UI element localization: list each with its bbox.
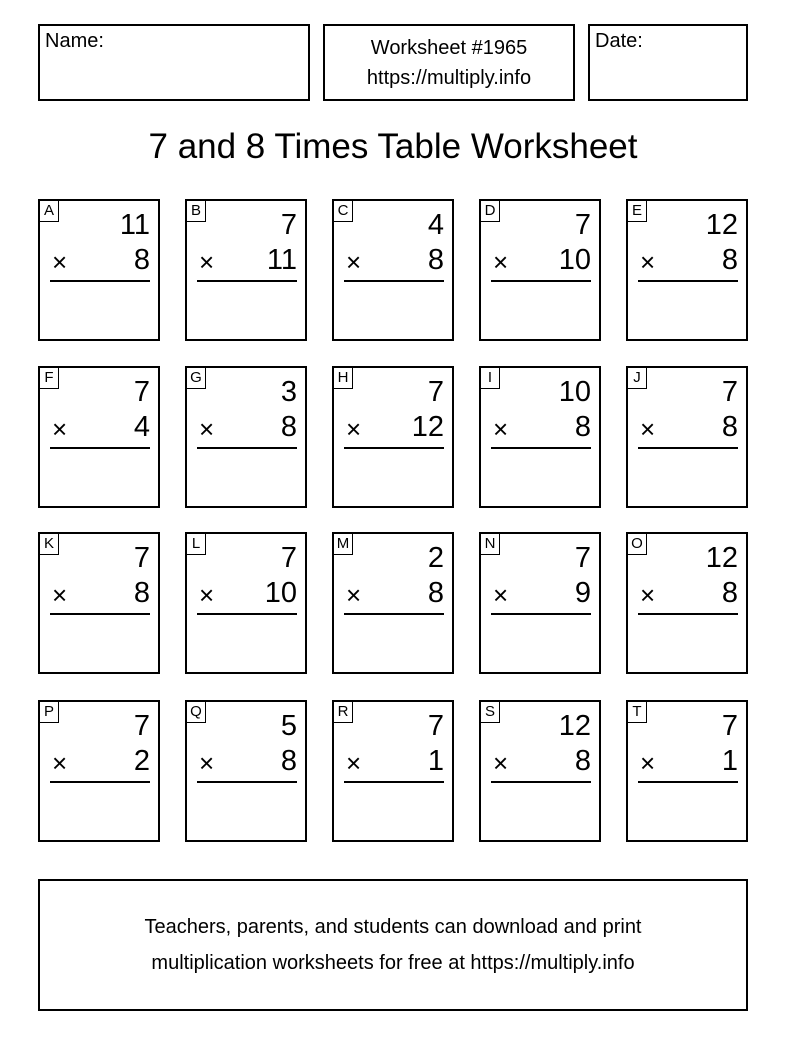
multiplier: 8 (427, 577, 444, 609)
answer-line (50, 447, 150, 449)
multiplicand: 7 (721, 376, 738, 408)
multiplier: 11 (266, 244, 297, 276)
multiplicand: 10 (558, 376, 591, 408)
times-sign: × (346, 414, 362, 444)
times-sign: × (199, 247, 215, 277)
multiplier: 1 (721, 745, 738, 777)
problem-letter: R (334, 702, 353, 723)
problem-letter: P (40, 702, 59, 723)
answer-line (491, 280, 591, 282)
multiplicand: 12 (558, 710, 591, 742)
problem-card[interactable] (185, 199, 307, 341)
answer-line (197, 613, 297, 615)
multiplier: 8 (133, 244, 150, 276)
answer-line (344, 781, 444, 783)
answer-line (344, 280, 444, 282)
times-sign: × (640, 414, 656, 444)
date-label: Date: (595, 30, 643, 52)
footer-line-1: Teachers, parents, and students can download and print (144, 916, 642, 938)
times-sign: × (346, 580, 362, 610)
answer-line (50, 280, 150, 282)
answer-line (344, 447, 444, 449)
times-sign: × (52, 247, 68, 277)
multiplier: 9 (574, 577, 591, 609)
times-sign: × (640, 748, 656, 778)
multiplicand: 7 (574, 542, 591, 574)
answer-line (197, 447, 297, 449)
problem-card[interactable] (332, 532, 454, 674)
problem-card[interactable] (332, 700, 454, 842)
times-sign: × (640, 580, 656, 610)
worksheet-info-box (323, 24, 575, 101)
multiplicand: 11 (119, 209, 150, 241)
problem-letter: G (187, 368, 206, 389)
worksheet-url: https://multiply.info (366, 67, 532, 89)
problem-letter: N (481, 534, 500, 555)
multiplicand: 12 (705, 542, 738, 574)
problem-card[interactable] (185, 700, 307, 842)
multiplicand: 7 (280, 209, 297, 241)
times-sign: × (199, 748, 215, 778)
problem-letter: F (40, 368, 59, 389)
answer-line (50, 781, 150, 783)
problem-card[interactable] (185, 532, 307, 674)
problem-card[interactable] (626, 199, 748, 341)
problem-letter: I (481, 368, 500, 389)
multiplicand: 2 (427, 542, 444, 574)
multiplier: 8 (280, 745, 297, 777)
page-title: 7 and 8 Times Table Worksheet (148, 127, 638, 166)
problem-letter: Q (187, 702, 206, 723)
name-label: Name: (45, 30, 104, 52)
answer-line (197, 280, 297, 282)
problem-letter: K (40, 534, 59, 555)
answer-line (491, 781, 591, 783)
answer-line (50, 613, 150, 615)
problem-letter: O (628, 534, 647, 555)
problem-letter: L (187, 534, 206, 555)
answer-line (197, 781, 297, 783)
answer-line (638, 781, 738, 783)
problem-letter: H (334, 368, 353, 389)
problem-letter: E (628, 201, 647, 222)
multiplicand: 7 (427, 710, 444, 742)
date-field-box[interactable] (588, 24, 748, 101)
problem-card[interactable] (626, 366, 748, 508)
problem-card[interactable] (479, 532, 601, 674)
problem-card[interactable] (38, 199, 160, 341)
problem-letter: D (481, 201, 500, 222)
answer-line (638, 613, 738, 615)
multiplier: 1 (427, 745, 444, 777)
multiplier: 8 (721, 577, 738, 609)
multiplicand: 7 (721, 710, 738, 742)
multiplier: 8 (721, 411, 738, 443)
name-field-box[interactable] (38, 24, 310, 101)
multiplier: 4 (133, 411, 150, 443)
problem-card[interactable] (38, 532, 160, 674)
multiplier: 8 (427, 244, 444, 276)
problem-letter: A (40, 201, 59, 222)
multiplier: 2 (133, 745, 150, 777)
times-sign: × (199, 580, 215, 610)
problem-card[interactable] (38, 366, 160, 508)
multiplicand: 5 (280, 710, 297, 742)
answer-line (491, 613, 591, 615)
multiplicand: 4 (427, 209, 444, 241)
problem-card[interactable] (38, 700, 160, 842)
answer-line (638, 280, 738, 282)
problem-card[interactable] (479, 700, 601, 842)
multiplicand: 7 (133, 542, 150, 574)
times-sign: × (52, 748, 68, 778)
problem-letter: B (187, 201, 206, 222)
times-sign: × (52, 414, 68, 444)
multiplicand: 7 (133, 710, 150, 742)
problem-letter: S (481, 702, 500, 723)
times-sign: × (52, 580, 68, 610)
multiplicand: 7 (574, 209, 591, 241)
problem-card[interactable] (332, 199, 454, 341)
problem-card[interactable] (626, 700, 748, 842)
multiplier: 10 (558, 244, 591, 276)
worksheet-number: Worksheet #1965 (370, 37, 528, 59)
multiplier: 8 (574, 411, 591, 443)
multiplier: 8 (574, 745, 591, 777)
multiplicand: 3 (280, 376, 297, 408)
multiplicand: 7 (280, 542, 297, 574)
multiplicand: 7 (427, 376, 444, 408)
multiplier: 10 (264, 577, 297, 609)
problem-card[interactable] (185, 366, 307, 508)
problem-card[interactable] (479, 199, 601, 341)
answer-line (638, 447, 738, 449)
multiplicand: 7 (133, 376, 150, 408)
answer-line (491, 447, 591, 449)
problem-card[interactable] (332, 366, 454, 508)
multiplier: 8 (721, 244, 738, 276)
times-sign: × (493, 580, 509, 610)
problem-letter: J (628, 368, 647, 389)
footer-box (38, 879, 748, 1011)
problem-card[interactable] (479, 366, 601, 508)
times-sign: × (346, 748, 362, 778)
problem-letter: T (628, 702, 647, 723)
times-sign: × (493, 247, 509, 277)
times-sign: × (493, 748, 509, 778)
multiplier: 8 (133, 577, 150, 609)
times-sign: × (199, 414, 215, 444)
problem-letter: M (334, 534, 353, 555)
multiplicand: 12 (705, 209, 738, 241)
problem-card[interactable] (626, 532, 748, 674)
problem-letter: C (334, 201, 353, 222)
times-sign: × (493, 414, 509, 444)
multiplier: 8 (280, 411, 297, 443)
answer-line (344, 613, 444, 615)
multiplier: 12 (411, 411, 444, 443)
footer-line-2: multiplication worksheets for free at https://multiply.info (151, 952, 635, 974)
times-sign: × (640, 247, 656, 277)
times-sign: × (346, 247, 362, 277)
